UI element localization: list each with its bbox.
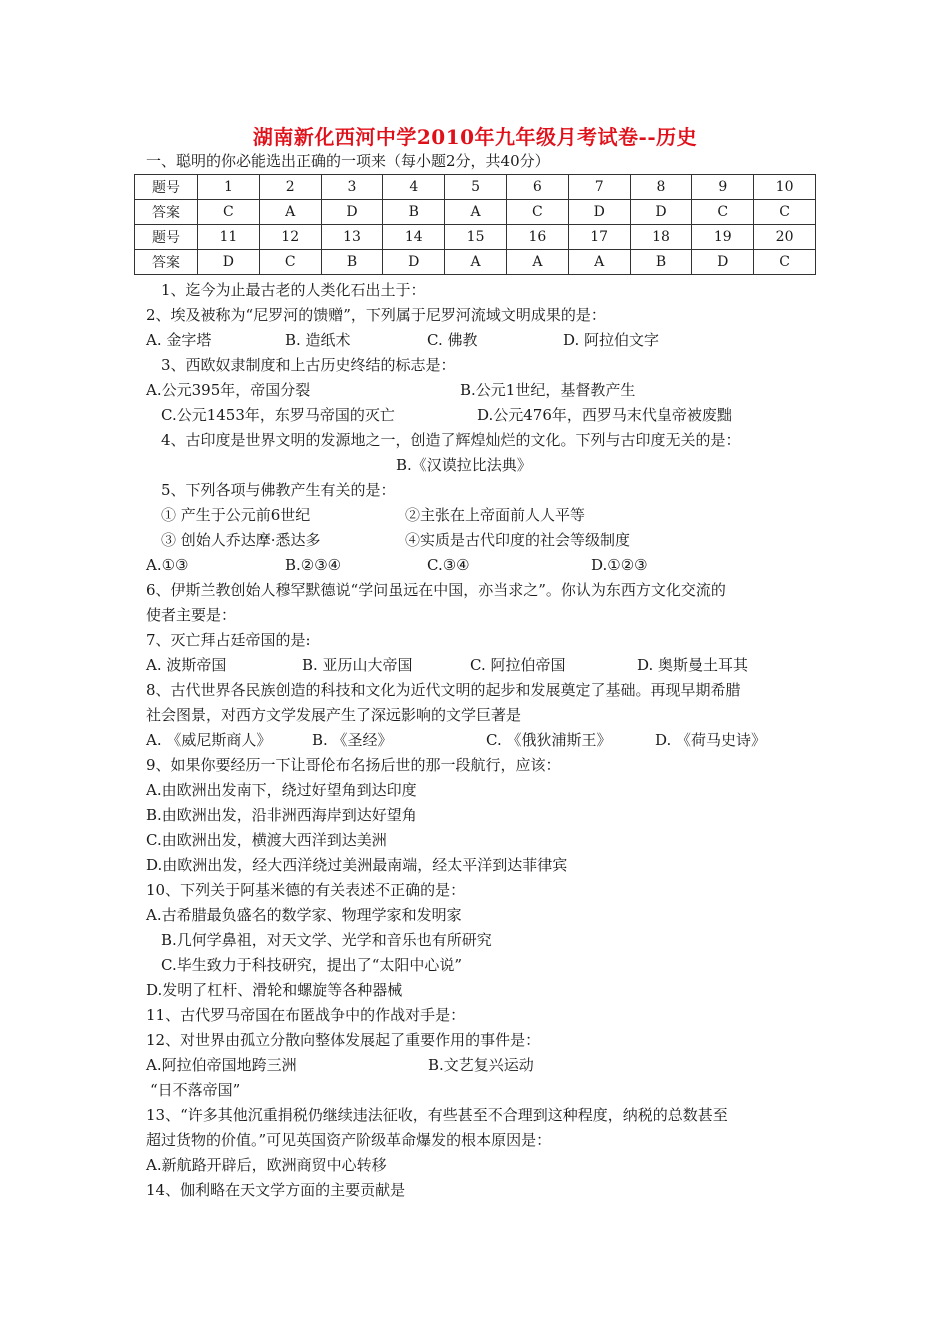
table-cell: 9	[692, 175, 754, 200]
option-text: B. 造纸术	[285, 331, 351, 349]
question-text: 12、对世界由孤立分散向整体发展起了重要作用的事件是：	[146, 1031, 541, 1049]
page-title: 湖南新化西河中学2010年九年级月考试卷--历史	[252, 125, 698, 149]
table-cell: D	[630, 200, 692, 225]
table-cell: A	[259, 200, 321, 225]
option-text: B.几何学鼻祖，对天文学、光学和音乐也有所研究	[161, 931, 492, 949]
table-cell: D	[198, 250, 260, 275]
option-text: A.古希腊最负盛名的数学家、物理学家和发明家	[146, 906, 462, 924]
table-cell: C	[198, 200, 260, 225]
option-text: D. 《荷马史诗》	[655, 731, 767, 749]
answer-table	[134, 174, 816, 275]
question-text: 使者主要是：	[146, 606, 237, 624]
option-text: B.②③④	[285, 556, 342, 574]
option-text: B. 《圣经》	[312, 731, 393, 749]
table-cell: 20	[754, 225, 816, 250]
table-row	[135, 200, 816, 225]
question-text: 13、“许多其他沉重捐税仍继续违法征收，有些甚至不合理到这种程度，纳税的总数甚至	[146, 1106, 728, 1124]
table-row	[135, 250, 816, 275]
section-heading: 一、聪明的你必能选出正确的一项来（每小题2分，共40分）	[146, 152, 550, 170]
question-text: 2、埃及被称为“尼罗河的馈赠”，下列属于尼罗河流域文明成果的是：	[146, 306, 606, 324]
option-text: C. 阿拉伯帝国	[470, 656, 566, 674]
option-text: D. 阿拉伯文字	[563, 331, 660, 349]
option-text: C.由欧洲出发，横渡大西洋到达美洲	[146, 831, 387, 849]
option-text: A.新航路开辟后，欧洲商贸中心转移	[146, 1156, 387, 1174]
table-cell: 7	[568, 175, 630, 200]
table-cell: 5	[445, 175, 507, 200]
table-cell: A	[445, 200, 507, 225]
option-text: A.公元395年，帝国分裂	[146, 381, 311, 399]
option-text: A. 波斯帝国	[146, 656, 227, 674]
option-text: D.发明了杠杆、滑轮和螺旋等各种器械	[146, 981, 403, 999]
option-text: D.公元476年，西罗马末代皇帝被废黜	[477, 406, 732, 424]
table-cell: 2	[259, 175, 321, 200]
question-text: 1、迄今为止最古老的人类化石出土于：	[161, 281, 426, 299]
question-text: 4、古印度是世界文明的发源地之一，创造了辉煌灿烂的文化。下列与古印度无关的是：	[161, 431, 741, 449]
question-text: 社会图景，对西方文学发展产生了深远影响的文学巨著是	[146, 706, 522, 724]
table-cell: B	[321, 250, 383, 275]
question-text: 3、西欧奴隶制度和上古历史终结的标志是：	[161, 356, 456, 374]
statement-text: ④实质是古代印度的社会等级制度	[405, 531, 631, 549]
table-cell: C	[259, 250, 321, 275]
table-cell: D	[321, 200, 383, 225]
table-cell: A	[445, 250, 507, 275]
option-text: D.①②③	[591, 556, 648, 574]
option-text: C. 佛教	[427, 331, 478, 349]
option-text: B. 亚历山大帝国	[302, 656, 413, 674]
option-text: B.《汉谟拉比法典》	[396, 456, 532, 474]
option-text: A.由欧洲出发南下，绕过好望角到达印度	[146, 781, 417, 799]
table-cell: 16	[506, 225, 568, 250]
option-text: A.①③	[146, 556, 189, 574]
table-cell: 11	[198, 225, 260, 250]
table-cell: A	[506, 250, 568, 275]
question-text: 14、伽利略在天文学方面的主要贡献是	[146, 1181, 406, 1199]
option-text: “日不落帝国”	[150, 1081, 241, 1099]
option-text: D.由欧洲出发，经大西洋绕过美洲最南端，经太平洋到达菲律宾	[146, 856, 568, 874]
question-text: 10、下列关于阿基米德的有关表述不正确的是：	[146, 881, 466, 899]
table-cell: 12	[259, 225, 321, 250]
table-cell: C	[754, 200, 816, 225]
statement-text: ③ 创始人乔达摩·悉达多	[161, 531, 321, 549]
table-cell: 6	[506, 175, 568, 200]
question-text: 8、古代世界各民族创造的科技和文化为近代文明的起步和发展奠定了基础。再现早期希腊	[146, 681, 741, 699]
table-cell: 题号	[135, 225, 198, 250]
table-cell: B	[383, 200, 445, 225]
table-cell: 3	[321, 175, 383, 200]
option-text: C.毕生致力于科技研究，提出了“太阳中心说”	[161, 956, 463, 974]
question-text: 7、灭亡拜占廷帝国的是:	[146, 631, 311, 649]
table-cell: C	[692, 200, 754, 225]
table-cell: 答案	[135, 200, 198, 225]
question-text: 6、伊斯兰教创始人穆罕默德说“学问虽远在中国，亦当求之”。你认为东西方文化交流的	[146, 581, 726, 599]
table-cell: 17	[568, 225, 630, 250]
option-text: C.③④	[427, 556, 470, 574]
statement-text: ②主张在上帝面前人人平等	[405, 506, 586, 524]
table-cell: 题号	[135, 175, 198, 200]
table-cell: D	[692, 250, 754, 275]
table-cell: D	[383, 250, 445, 275]
table-cell: B	[630, 250, 692, 275]
option-text: A.阿拉伯帝国地跨三洲	[146, 1056, 297, 1074]
option-text: B.由欧洲出发，沿非洲西海岸到达好望角	[146, 806, 417, 824]
option-text: C. 《俄狄浦斯王》	[486, 731, 612, 749]
table-cell: 10	[754, 175, 816, 200]
option-text: B.公元1世纪，基督教产生	[460, 381, 636, 399]
table-cell: 答案	[135, 250, 198, 275]
table-cell: 13	[321, 225, 383, 250]
table-cell: C	[754, 250, 816, 275]
table-cell: 19	[692, 225, 754, 250]
option-text: A. 金字塔	[146, 331, 212, 349]
option-text: C.公元1453年，东罗马帝国的灭亡	[161, 406, 395, 424]
statement-text: ① 产生于公元前6世纪	[161, 506, 311, 524]
table-cell: 15	[445, 225, 507, 250]
option-text: A. 《威尼斯商人》	[146, 731, 272, 749]
table-cell: D	[568, 200, 630, 225]
question-text: 11、古代罗马帝国在布匿战争中的作战对手是：	[146, 1006, 466, 1024]
table-row	[135, 175, 816, 200]
question-text: 5、下列各项与佛教产生有关的是：	[161, 481, 396, 499]
option-text: D. 奥斯曼土耳其	[637, 656, 749, 674]
table-row	[135, 225, 816, 250]
table-cell: C	[506, 200, 568, 225]
table-cell: 1	[198, 175, 260, 200]
question-text: 超过货物的价值。”可见英国资产阶级革命爆发的根本原因是：	[146, 1131, 552, 1149]
table-cell: 14	[383, 225, 445, 250]
option-text: B.文艺复兴运动	[428, 1056, 534, 1074]
table-cell: 8	[630, 175, 692, 200]
table-cell: A	[568, 250, 630, 275]
table-cell: 18	[630, 225, 692, 250]
table-cell: 4	[383, 175, 445, 200]
question-text: 9、如果你要经历一下让哥伦布名扬后世的那一段航行，应该：	[146, 756, 561, 774]
